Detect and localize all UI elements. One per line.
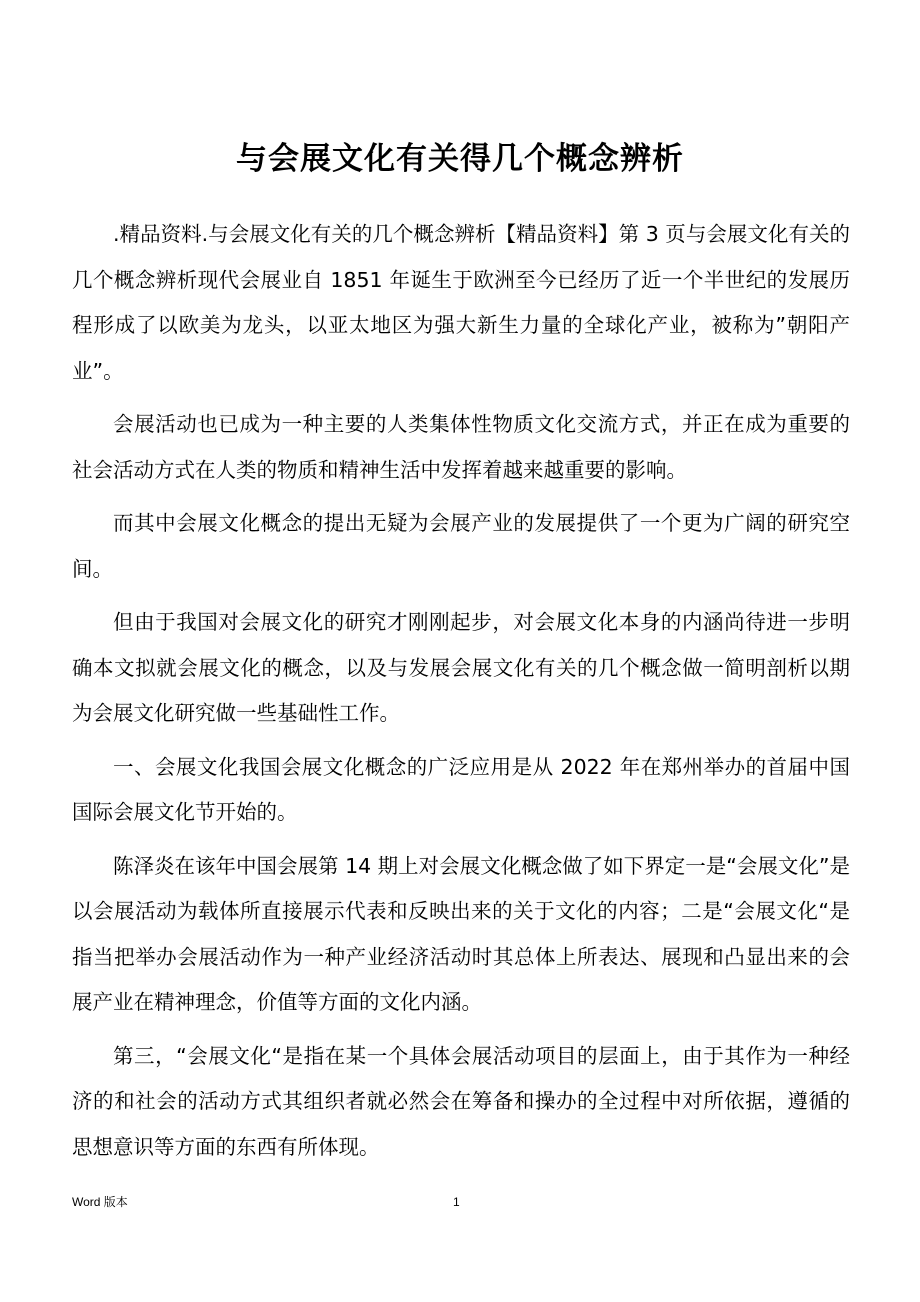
paragraph: 陈泽炎在该年中国会展第 14 期上对会展文化概念做了如下界定一是“会展文化”是以会展活动为载体所直接展示代表和反映出来的关于文化的内容；二是“会展文化“是指当把举办会展活动作为一种产业经济活动时其总体上所表达、展现和凸显出来的会展产业在精神理念，价值等方面的文化内涵。 [72,853,850,1014]
footer-label: Word 版本 [72,1195,128,1209]
paragraph: 一、会展文化我国会展文化概念的广泛应用是从 2022 年在郑州举办的首届中国国际会展文化节开始的。 [72,754,850,824]
paragraph: 会展活动也已成为一种主要的人类集体性物质文化交流方式，并正在成为重要的社会活动方式在人类的物质和精神生活中发挥着越来越重要的影响。 [72,412,850,482]
document-title: 与会展文化有关得几个概念辨析 [236,141,684,177]
paragraph: 而其中会展文化概念的提出无疑为会展产业的发展提供了一个更为广阔的研究空间。 [72,511,850,581]
page-number: 1 [453,1195,460,1209]
paragraph: 但由于我国对会展文化的研究才刚刚起步，对会展文化本身的内涵尚待进一步明确本文拟就会展文化的概念，以及与发展会展文化有关的几个概念做一简明剖析以期为会展文化研究做一些基础性工作。 [72,610,850,725]
paragraph: 第三，“会展文化“是指在某一个具体会展活动项目的层面上，由于其作为一种经济的和社会的活动方式其组织者就必然会在筹备和操办的全过程中对所依据，遵循的思想意识等方面的东西有所体现。 [72,1043,850,1159]
paragraph: .精品资料.与会展文化有关的几个概念辨析【精品资料】第 3 页与会展文化有关的几个概念辨析现代会展业自 1851 年诞生于欧洲至今已经历了近一个半世纪的发展历程形成了以欧美为龙头，以亚太地区为强大新生力量的全球化产业，被称为”朝阳产业”。 [72,222,850,383]
document-body [72,212,850,1178]
